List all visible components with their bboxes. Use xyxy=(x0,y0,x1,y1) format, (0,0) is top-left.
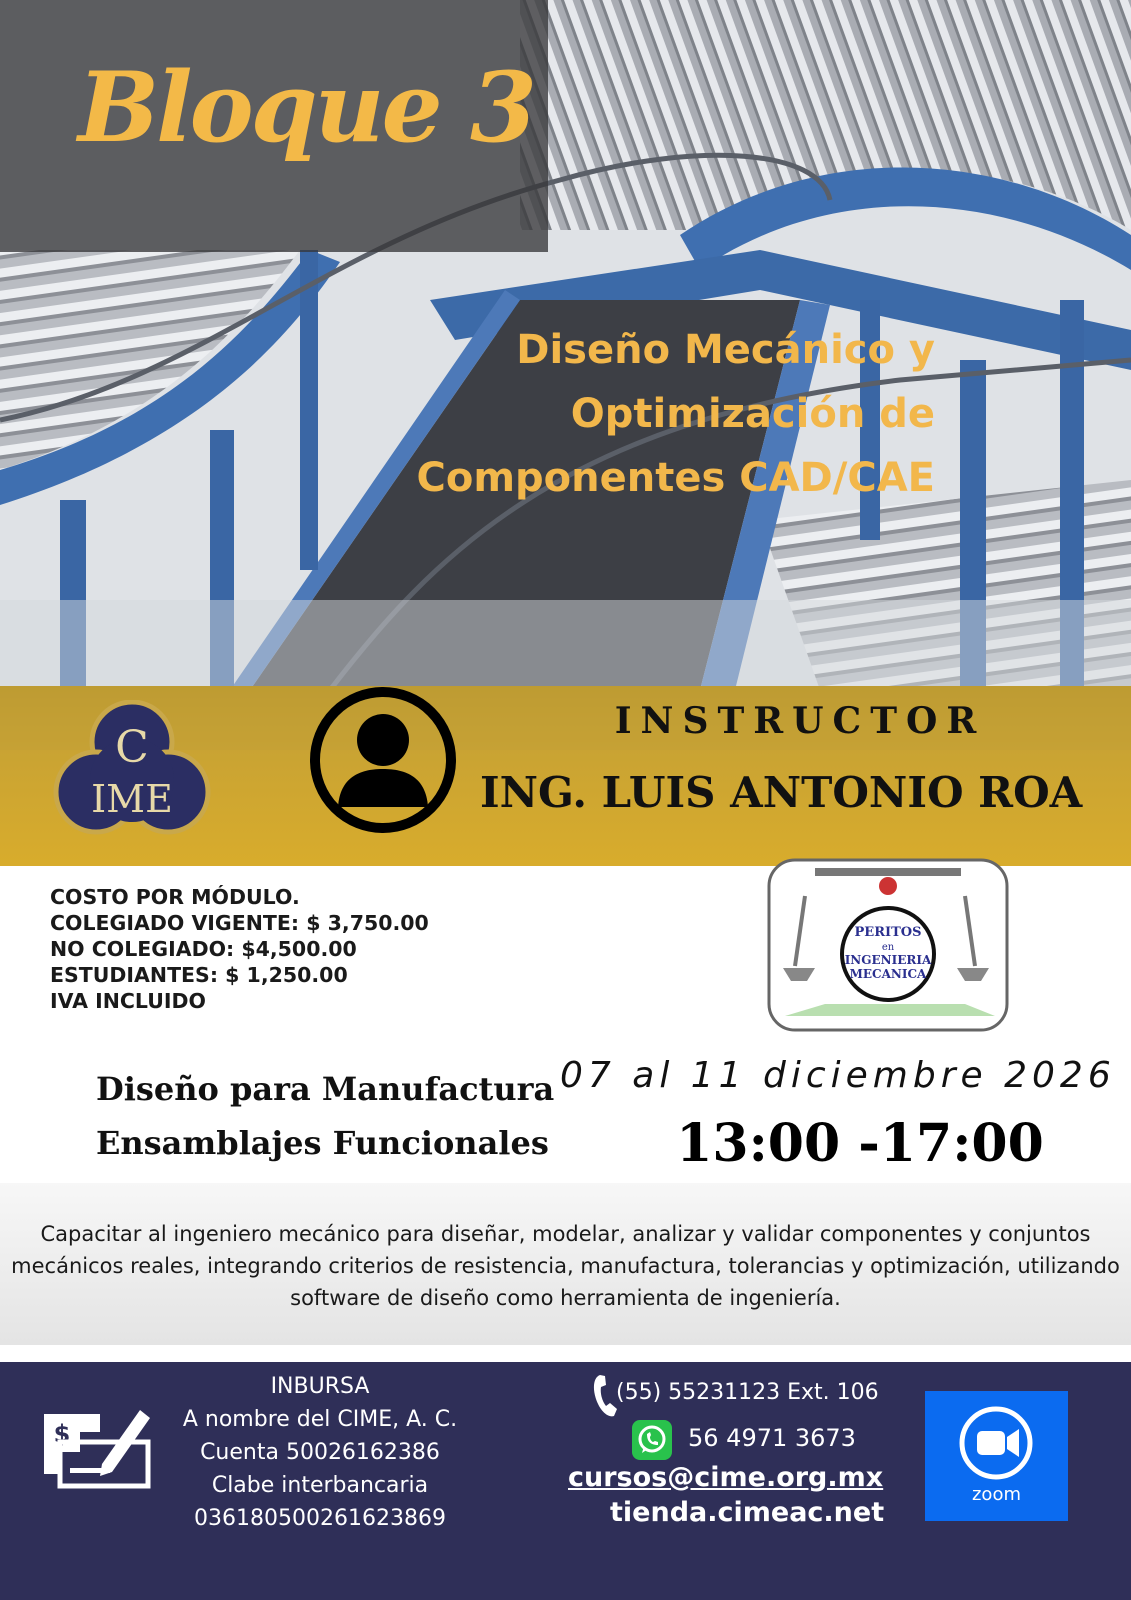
peritos-text: en xyxy=(881,942,895,953)
cost-line: ESTUDIANTES: $ 1,250.00 xyxy=(50,963,348,987)
cost-line: NO COLEGIADO: $4,500.00 xyxy=(50,937,357,961)
peritos-text: PERITOS xyxy=(854,925,922,940)
phone-number[interactable]: (55) 55231123 Ext. 106 xyxy=(616,1380,879,1405)
zoom-label: zoom xyxy=(971,1484,1021,1505)
peritos-text: INGENIERIA xyxy=(844,953,932,967)
peritos-logo xyxy=(765,856,1011,1034)
svg-text:IME: IME xyxy=(91,777,173,821)
course-title-line: Componentes CAD/CAE xyxy=(416,455,935,501)
cost-list xyxy=(50,884,429,1014)
svg-text:$: $ xyxy=(53,1420,71,1448)
user-avatar-icon xyxy=(308,685,458,835)
course-title xyxy=(360,318,935,510)
svg-text:C: C xyxy=(115,722,149,773)
course-title-line: Optimización de xyxy=(570,391,935,437)
course-title-line: Diseño Mecánico y xyxy=(516,327,935,373)
course-dates: 07 al 11 diciembre 2026 xyxy=(560,1055,1116,1096)
instructor-label: INSTRUCTOR xyxy=(614,700,986,742)
topic-item: Diseño para Manufactura xyxy=(96,1070,555,1108)
instructor-name: ING. LUIS ANTONIO ROA xyxy=(480,768,1083,817)
payment-check-icon xyxy=(40,1402,152,1490)
email-link[interactable]: cursos@cime.org.mx xyxy=(568,1462,884,1493)
whatsapp-number[interactable]: 56 4971 3673 xyxy=(688,1424,856,1452)
cime-logo xyxy=(52,700,212,845)
store-link[interactable]: tienda.cimeac.net xyxy=(610,1497,885,1528)
topics-list xyxy=(96,1062,554,1170)
bank-line: Cuenta 50026162386 xyxy=(200,1440,440,1465)
bank-line: A nombre del CIME, A. C. xyxy=(182,1407,458,1432)
whatsapp-icon xyxy=(632,1420,672,1460)
block-title: Bloque 3 xyxy=(78,51,534,164)
cost-line: COLEGIADO VIGENTE: $ 3,750.00 xyxy=(50,911,429,935)
peritos-text: MECANICA xyxy=(849,967,927,981)
course-objective: Capacitar al ingeniero mecánico para diseñar, modelar, analizar y validar componentes y conjuntos mecánicos reales, integrando criterios de resistencia, manufactura, tolerancias y optimización, utilizando software de diseño como herramienta de ingeniería. xyxy=(11,1222,1120,1310)
topic-item: Ensamblajes Funcionales xyxy=(96,1124,549,1162)
course-time: 13:00 -17:00 xyxy=(676,1113,1044,1174)
cost-line: COSTO POR MÓDULO. xyxy=(50,885,300,909)
bank-line: 036180500261623869 xyxy=(194,1506,446,1531)
cost-line: IVA INCLUIDO xyxy=(50,989,206,1013)
bank-details xyxy=(170,1370,470,1535)
zoom-camera-icon xyxy=(925,1391,1068,1486)
bank-line: INBURSA xyxy=(270,1374,370,1399)
bank-line: Clabe interbancaria xyxy=(211,1473,429,1498)
